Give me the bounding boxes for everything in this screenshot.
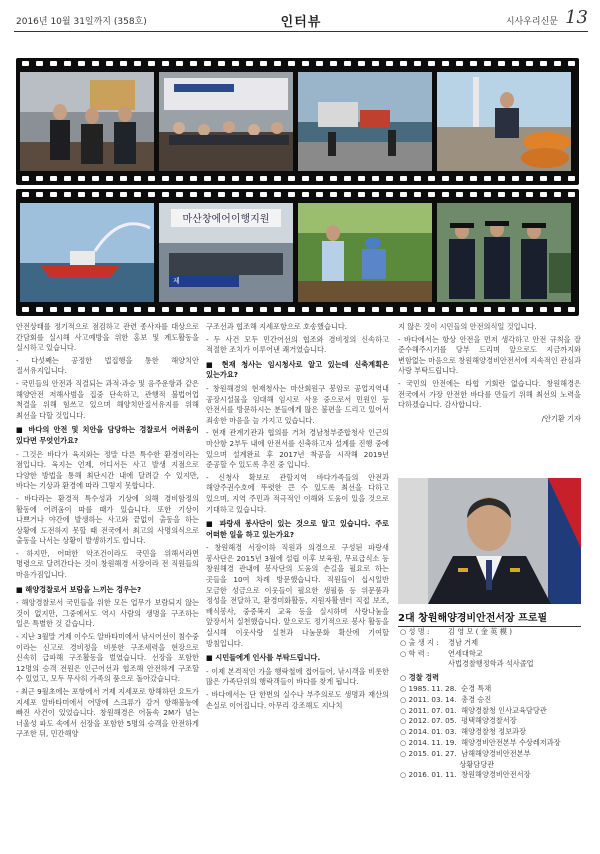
paragraph: - 바다에서는 항상 안전을 먼저 생각하고 안전 규칙을 잘 준수해주시기를 당부 드리며 앞으로도 지금까지와 변함없는 마음으로 창원해양경비안전서에 지속적인 관심과 사랑 부탁드립니다. [398, 334, 581, 376]
film-hole [22, 176, 29, 181]
film-hole [372, 61, 379, 66]
film-hole [78, 307, 85, 312]
film-hole [190, 307, 197, 312]
film-hole [344, 61, 351, 66]
film-hole [414, 307, 421, 312]
film-hole [316, 61, 323, 66]
career-item: ○ 1985. 11. 28. 순경 특채 [400, 683, 492, 693]
film-hole [484, 61, 491, 66]
film-hole [302, 192, 309, 197]
film-hole [106, 176, 113, 181]
paragraph: - 해양경찰로서 국민들을 위한 모든 업무가 보람되지 않는 것이 없지만, 그중에서도 역시 사람의 생명을 구조하는 일은 특별한 것 같습니다. [16, 598, 199, 629]
question-heading: ■ 바다의 안전 및 치안을 담당하는 경찰로서 어려움이 있다면 무엇인가요? [16, 425, 199, 445]
paragraph: - 창원해경 서장이하 직원과 의경으로 구성된 파랑새 봉사단은 2015년 3월에 설립 이후 보육원, 무료급식소 등 창원해경 관내에 봉사단의 도움의 손길을 필요로 하는 곳들을 10여 차례 방문했습니다. 직원들이 십시일반 모금한 성금으로 이웃들이 필요한 생필품 등 위문품과 정성을 전달하고, 환경미화활동, 지원자활센터 직접 보조, 배식봉사, 중증복지 교육 등을 실시하며 사랑나눔을 앞장서서 실천했습니다. 앞으로도 정기적으로 봉사 활동을 실시해 이웃사랑 실천과 나눔문화 확산에 기여할 방침입니다. [206, 543, 389, 648]
film-hole [316, 192, 323, 197]
film-hole [442, 61, 449, 66]
film-hole [442, 307, 449, 312]
film-hole [554, 61, 561, 66]
film-hole [386, 192, 393, 197]
paragraph: - 그것은 바다가 육지와는 정말 다른 특수한 환경이라는 점입니다. 육지는 언제, 어디서든 사고 발생 지점으로 다양한 방법을 통해 최단시간 내에 달려갈 수 있지만, 바다는 기상과 환경에 따라 그렇지 못합니다. [16, 449, 199, 491]
film-hole [456, 176, 463, 181]
question-heading: ■ 시민들에게 인사를 부탁드립니다. [206, 653, 321, 663]
film-hole [106, 307, 113, 312]
film-hole [92, 61, 99, 66]
film-hole [330, 192, 337, 197]
film-hole [330, 307, 337, 312]
banner-text: 제 [173, 277, 180, 285]
film-hole [162, 61, 169, 66]
film-hole [358, 307, 365, 312]
film-hole [274, 176, 281, 181]
film-hole [260, 307, 267, 312]
film-hole [330, 176, 337, 181]
film-hole [232, 176, 239, 181]
film-hole [176, 307, 183, 312]
paragraph: - 지난 3월말 거제 이수도 알바타미에서 낚시어선이 침수중 이라는 신고로 경비정을 비롯한 구조세력을 현장으로 신속히 급파해 구조활동을 벌였습니다. 선장을 포함한 12명의 승객 전원은 인근어선과 협조해 안전하게 구조할 수 있었고, 모두 무사히 가족의 품으로 돌아갔습니다. [16, 632, 199, 684]
film-hole [246, 307, 253, 312]
film-hole [106, 61, 113, 66]
film-hole [414, 192, 421, 197]
film-hole [442, 192, 449, 197]
film-hole [540, 176, 547, 181]
film-hole [134, 192, 141, 197]
career-item: 상황담당관 [400, 759, 495, 769]
film-hole [176, 176, 183, 181]
film-hole [204, 192, 211, 197]
career-item: ○ 2015. 01. 27. 남해해양경비안전본부 [400, 748, 531, 758]
film-hole [204, 307, 211, 312]
building-sign-text: 마산창에어이행지원 [182, 214, 270, 225]
film-hole [512, 176, 519, 181]
film-hole [218, 61, 225, 66]
film-hole [78, 192, 85, 197]
film-hole [470, 176, 477, 181]
film-hole [470, 61, 477, 66]
film-hole [568, 307, 575, 312]
film-hole [120, 61, 127, 66]
film-hole [568, 61, 575, 66]
paragraph: - 다섯째는 공정한 법집행을 통한 해양치안 질서유지입니다. [16, 355, 199, 376]
paragraph: - 신청사 확보로 관할지역 바다가족들의 안전과 해양주권수호에 뚜렷한 큰 수 있도록 최선을 다하고 있으며, 지역 주민과 적극적인 이해와 도움이 있을 것으로 기대하고 있습니다. [206, 472, 389, 514]
paragraph: 구조선과 협조해 지세포항으로 호송했습니다. [206, 322, 348, 331]
film-hole [540, 192, 547, 197]
film-hole [134, 61, 141, 66]
film-hole [526, 61, 533, 66]
article-column-3 [398, 322, 581, 426]
article-column-2 [206, 322, 389, 713]
film-hole [148, 61, 155, 66]
photo-frame-briefing [159, 72, 293, 171]
film-hole [106, 192, 113, 197]
film-hole [50, 192, 57, 197]
film-hole [568, 192, 575, 197]
film-hole [456, 192, 463, 197]
film-hole [204, 176, 211, 181]
film-hole [400, 61, 407, 66]
issue-date: 2016년 10월 31일까지 (358호) [16, 17, 147, 27]
film-hole [470, 307, 477, 312]
question-heading: ■ 해양경찰로서 보람을 느끼는 경우는? [16, 584, 142, 594]
film-hole [134, 176, 141, 181]
question-heading: ■ 파랑새 봉사단이 있는 것으로 알고 있습니다. 주로 어떠한 일을 하고 있는가요? [206, 519, 389, 539]
paragraph: - 국민의 안전에는 타협 기회란 없습니다. 창원해경은 전국에서 가장 안전한 바다를 만들기 위해 최선의 노력을 다하겠습니다. 감사합니다. [398, 378, 581, 410]
article-column-1 [16, 322, 199, 742]
profile-value: 김 영 모 ( 金 英 模 ) [448, 627, 512, 636]
film-hole [260, 61, 267, 66]
film-hole [64, 176, 71, 181]
paragraph: - 이제 본격적인 가을 행락철에 접어들어, 낚시객을 비롯한 많은 가족단위의 행락객들이 바다를 찾게 됩니다. [206, 666, 389, 687]
photo-frame-officers [437, 203, 571, 302]
film-hole [232, 307, 239, 312]
film-hole [358, 61, 365, 66]
film-hole [428, 192, 435, 197]
profile-name-row [400, 627, 582, 638]
paragraph: 지 않은 것이 시민들의 안전의식일 것입니다. [398, 322, 537, 331]
film-hole [358, 192, 365, 197]
film-hole [400, 176, 407, 181]
film-hole [400, 307, 407, 312]
paragraph: - 하지만, 어떠한 악조건이라도 국민을 위해서라면 명령으로 달려간다는 것이 창원해경 서장이라 전 직원들의 마음가짐입니다. [16, 548, 199, 580]
film-perforations [16, 58, 579, 70]
film-hole [134, 307, 141, 312]
photo-frame-group [159, 203, 293, 302]
film-hole [120, 176, 127, 181]
film-hole [22, 61, 29, 66]
film-hole [344, 176, 351, 181]
film-hole [120, 307, 127, 312]
film-hole [526, 307, 533, 312]
film-hole [554, 176, 561, 181]
film-hole [64, 61, 71, 66]
film-hole [36, 61, 43, 66]
film-hole [484, 176, 491, 181]
career-list [400, 684, 582, 781]
film-hole [92, 176, 99, 181]
career-item: ○ 2011. 07. 01. 해양경찰청 인사교육담당관 [400, 705, 547, 715]
profile-label: ○ 출 생 지 : [400, 637, 439, 647]
film-hole [540, 61, 547, 66]
film-hole [232, 61, 239, 66]
film-hole [148, 192, 155, 197]
film-strip-top [16, 58, 579, 185]
film-hole [36, 192, 43, 197]
film-hole [218, 307, 225, 312]
page-number: 13 [565, 7, 588, 28]
film-hole [246, 176, 253, 181]
film-hole [120, 192, 127, 197]
paragraph: - 국민들의 안전과 직결되는 과적·과승 및 음주운항과 같은 해양안전 저해사범을 집중 단속하고, 관행적 불법어업 척결을 위해 힘쓰고 있으며 해양치안질서유지를 위해 최선을 다할 것입니다. [16, 378, 199, 420]
film-hole [484, 192, 491, 197]
film-hole [386, 61, 393, 66]
film-hole [274, 307, 281, 312]
film-hole [484, 307, 491, 312]
film-hole [554, 307, 561, 312]
film-hole [414, 176, 421, 181]
film-hole [498, 307, 505, 312]
film-hole [414, 61, 421, 66]
film-hole [288, 176, 295, 181]
paragraph: - 창원해경의 현재청사는 마산회원구 봉암로 공업지역내 공장시설물을 임대해 임시로 사용 중으로서 민원인 등 안전서를 방문하시는 분들에게 많은 불편을 드리고 있어서 죄송한 마음을 늘 가지고 있습니다. [206, 383, 389, 425]
film-hole [218, 176, 225, 181]
film-hole [386, 176, 393, 181]
film-hole [260, 192, 267, 197]
photo-frame-fireboat [20, 203, 154, 302]
film-hole [316, 176, 323, 181]
profile-value: 사법경찰행정학과 석사졸업 [448, 659, 534, 669]
film-hole [274, 192, 281, 197]
photo-frame-inspection [437, 72, 571, 171]
film-hole [162, 192, 169, 197]
film-hole [526, 192, 533, 197]
film-hole [176, 192, 183, 197]
film-hole [554, 192, 561, 197]
film-hole [302, 307, 309, 312]
film-hole [246, 61, 253, 66]
film-hole [512, 61, 519, 66]
film-hole [50, 61, 57, 66]
film-hole [274, 61, 281, 66]
film-hole [428, 61, 435, 66]
film-hole [358, 176, 365, 181]
profile-title: 2대 창원해양경비안전서장 프로필 [398, 609, 581, 627]
film-hole [512, 192, 519, 197]
film-hole [456, 61, 463, 66]
film-perforations [16, 304, 579, 316]
profile-details [400, 627, 582, 781]
film-hole [498, 192, 505, 197]
film-hole [540, 307, 547, 312]
film-hole [288, 307, 295, 312]
paragraph: - 두 사건 모두 민간어선의 협조와 경비정의 신속하고 적절한 조치가 이루어낸 쾌거였습니다. [206, 334, 389, 355]
film-hole [246, 192, 253, 197]
paragraph: 안전상태를 정기적으로 점검하고 관련 종사자를 대상으로 간담회를 실시해 사고예방을 위한 홍보 및 계도활동을 실시하고 있습니다. [16, 322, 199, 353]
profile-label: ○ 성 명 : [400, 627, 430, 636]
career-title: ○ 경찰 경력 [400, 673, 440, 683]
film-hole [78, 61, 85, 66]
photo-frame-harbor [298, 72, 432, 171]
film-hole [568, 176, 575, 181]
profile-edu-row-2 [400, 659, 582, 670]
film-hole [22, 307, 29, 312]
film-hole [36, 176, 43, 181]
film-hole [50, 307, 57, 312]
film-hole [344, 307, 351, 312]
photo-frame-meeting [20, 72, 154, 171]
film-hole [428, 307, 435, 312]
film-hole [372, 176, 379, 181]
film-hole [64, 307, 71, 312]
career-item: ○ 2014. 11. 19. 해양경비안전본부 수상레저과장 [400, 737, 561, 747]
film-hole [260, 176, 267, 181]
film-hole [36, 307, 43, 312]
film-hole [78, 176, 85, 181]
film-hole [302, 176, 309, 181]
film-hole [204, 61, 211, 66]
career-item: ○ 2016. 01. 11. 창원해양경비안전서장 [400, 770, 531, 780]
film-perforations [16, 173, 579, 185]
film-hole [372, 192, 379, 197]
film-hole [190, 61, 197, 66]
profile-birth-row [400, 638, 582, 649]
question-heading: ■ 현재 청사는 임시청사로 알고 있는데 신축계획은 있는가요? [206, 359, 389, 380]
career-item: ○ 2012. 07. 05. 평택해양경찰서장 [400, 716, 517, 726]
film-strip-bottom [16, 189, 579, 316]
profile-label: ○ 학 력 : [400, 648, 430, 658]
film-hole [218, 192, 225, 197]
film-hole [64, 192, 71, 197]
photo-frame-gardening [298, 203, 432, 302]
profile-edu-row [400, 649, 582, 660]
film-hole [442, 176, 449, 181]
film-hole [162, 176, 169, 181]
profile-label-spacer [400, 659, 448, 670]
paragraph: - 현재 관계기관과 협의를 거쳐 경남청부준합청사 인근의 마산항 2부두 내에 안전서를 신축하고자 설계를 진행 중에 있으며 설계완료 후 2017년 착공을 시작해 2019년 준공할 수 있도록 추진 중 입니다. [206, 428, 389, 470]
profile-value: 연세대학교 [448, 648, 483, 658]
career-item: ○ 2014. 01. 03. 해양경찰청 정보과장 [400, 727, 526, 737]
film-hole [400, 192, 407, 197]
film-hole [302, 61, 309, 66]
newspaper-name: 시사우리신문 [505, 17, 558, 27]
film-hole [50, 176, 57, 181]
film-hole [330, 61, 337, 66]
film-hole [190, 176, 197, 181]
profile-value: 경남 거제 [448, 637, 479, 647]
film-hole [288, 61, 295, 66]
byline: /안기환 기자 [541, 413, 581, 423]
film-hole [92, 307, 99, 312]
film-hole [148, 176, 155, 181]
film-hole [470, 192, 477, 197]
film-hole [372, 307, 379, 312]
section-title: 인터뷰 [280, 15, 322, 30]
film-hole [428, 176, 435, 181]
film-hole [316, 307, 323, 312]
film-hole [526, 176, 533, 181]
film-hole [22, 192, 29, 197]
film-hole [344, 192, 351, 197]
film-hole [512, 307, 519, 312]
film-hole [386, 307, 393, 312]
film-hole [498, 61, 505, 66]
film-hole [232, 192, 239, 197]
film-hole [176, 61, 183, 66]
film-hole [190, 192, 197, 197]
career-item: ○ 2011. 03. 14. 총경 승진 [400, 694, 492, 704]
film-hole [288, 192, 295, 197]
film-hole [92, 192, 99, 197]
portrait-photo [398, 478, 581, 604]
film-perforations [16, 189, 579, 201]
page-header [14, 8, 588, 32]
film-hole [162, 307, 169, 312]
paragraph: - 바다에서는 단 한번의 실수나 부주의로도 생명과 재산의 손실로 이어집니다. 아무리 강조해도 지나치 [206, 690, 389, 710]
film-hole [148, 307, 155, 312]
film-hole [456, 307, 463, 312]
paragraph: - 최근 9월초에는 포항에서 거제 지세포로 항해하던 요트가 지세포 알바타미에서 어망에 스크류가 감겨 항해불능에 빠진 사건이 있었습니다. 창원해경은 어둠속 2M가 넘는 너울성 파도 속에서 선장을 포함한 5명의 승객을 안전하게 구조한 뒤, 민간해양 [16, 687, 199, 739]
film-hole [498, 176, 505, 181]
paragraph: - 바다라는 환경적 특수성과 기상에 의해 경비함정의 활동에 어려움이 따를 때가 있습니다. 또한 기상이 나쁘거나 야간에 발생하는 사고와 끝없이 출동을 하는 상황에 도전하지 못할 때 전국에서 최고의 사명의식으로 출동을 나서는 상황이 발생하기도 합니다. [16, 493, 199, 546]
